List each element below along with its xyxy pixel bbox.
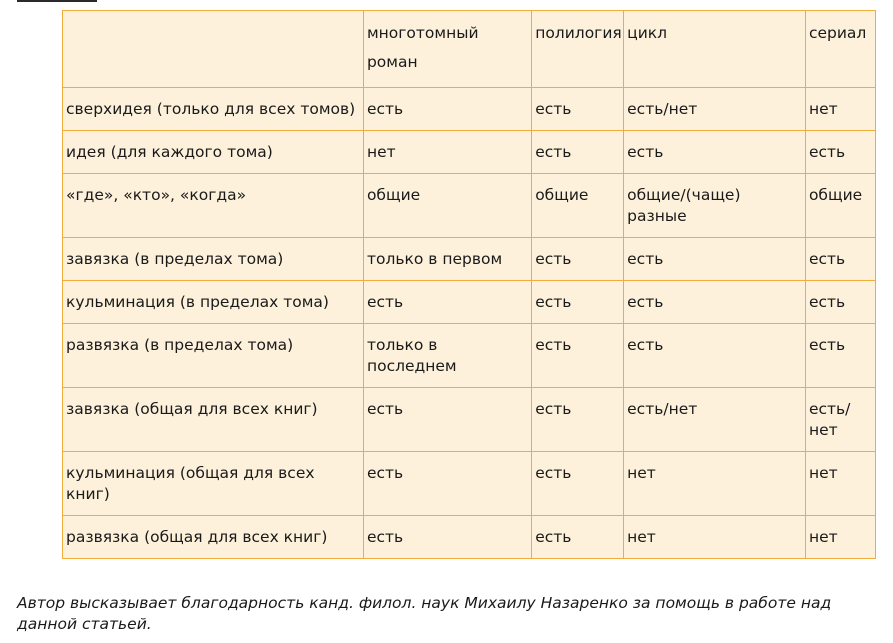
- top-rule: [17, 0, 97, 2]
- row-label-cell: кульминация (общая для всех книг): [63, 452, 364, 516]
- table-cell: есть: [532, 131, 624, 174]
- table-cell: общие/(чаще) разные: [624, 174, 806, 238]
- table-cell: общие: [363, 174, 531, 238]
- table-cell: есть: [805, 281, 875, 324]
- row-label-header: [63, 11, 364, 88]
- table-row: [63, 281, 876, 324]
- table-cell: нет: [624, 516, 806, 559]
- table-cell: общие: [805, 174, 875, 238]
- table-cell: есть: [532, 281, 624, 324]
- table-cell: нет: [624, 452, 806, 516]
- row-label-cell: развязка (общая для всех книг): [63, 516, 364, 559]
- table-row: [63, 174, 876, 238]
- table-cell: есть: [363, 281, 531, 324]
- row-label-cell: сверхидея (только для всех томов): [63, 88, 364, 131]
- row-label-cell: завязка (общая для всех книг): [63, 388, 364, 452]
- table-cell: есть: [532, 324, 624, 388]
- table-cell: общие: [532, 174, 624, 238]
- row-label-cell: идея (для каждого тома): [63, 131, 364, 174]
- column-header-multivolume-novel: многотомный роман: [363, 11, 531, 88]
- row-label-cell: развязка (в пределах тома): [63, 324, 364, 388]
- table-cell: есть: [624, 324, 806, 388]
- table-cell: есть: [624, 238, 806, 281]
- table-row: [63, 88, 876, 131]
- column-header-serial: сериал: [805, 11, 875, 88]
- table-cell: есть: [363, 516, 531, 559]
- table-cell: есть: [532, 452, 624, 516]
- table-cell: есть: [624, 131, 806, 174]
- table-cell: есть: [624, 281, 806, 324]
- column-header-cycle: цикл: [624, 11, 806, 88]
- table-cell: есть: [532, 238, 624, 281]
- table-row: [63, 324, 876, 388]
- row-label-cell: «где», «кто», «когда»: [63, 174, 364, 238]
- column-header-polylogy: полилогия: [532, 11, 624, 88]
- acknowledgement-note: Автор высказывает благодарность канд. филол. наук Михаилу Назаренко за помощь в работе над данной статьей.: [17, 594, 832, 633]
- row-label-cell: кульминация (в пределах тома): [63, 281, 364, 324]
- table-row: [63, 452, 876, 516]
- table-row: [63, 238, 876, 281]
- comparison-table: [62, 10, 876, 559]
- table-cell: есть: [363, 88, 531, 131]
- table-cell: есть: [805, 324, 875, 388]
- table-row: [63, 516, 876, 559]
- table-cell: есть: [532, 516, 624, 559]
- table-header-row: [63, 11, 876, 88]
- table-cell: есть: [805, 238, 875, 281]
- table-row: [63, 131, 876, 174]
- table-cell: только в первом: [363, 238, 531, 281]
- table-cell: нет: [805, 88, 875, 131]
- table-cell: есть: [363, 452, 531, 516]
- table-cell: нет: [805, 516, 875, 559]
- table-cell: есть: [805, 131, 875, 174]
- table-cell: есть/нет: [624, 388, 806, 452]
- table-cell: есть/нет: [624, 88, 806, 131]
- table-row: [63, 388, 876, 452]
- table-cell: есть: [532, 388, 624, 452]
- row-label-cell: завязка (в пределах тома): [63, 238, 364, 281]
- table-cell: нет: [805, 452, 875, 516]
- table-cell: нет: [363, 131, 531, 174]
- table-cell: есть: [363, 388, 531, 452]
- table-cell: только в последнем: [363, 324, 531, 388]
- table-cell: есть: [532, 88, 624, 131]
- table-cell: есть/ нет: [805, 388, 875, 452]
